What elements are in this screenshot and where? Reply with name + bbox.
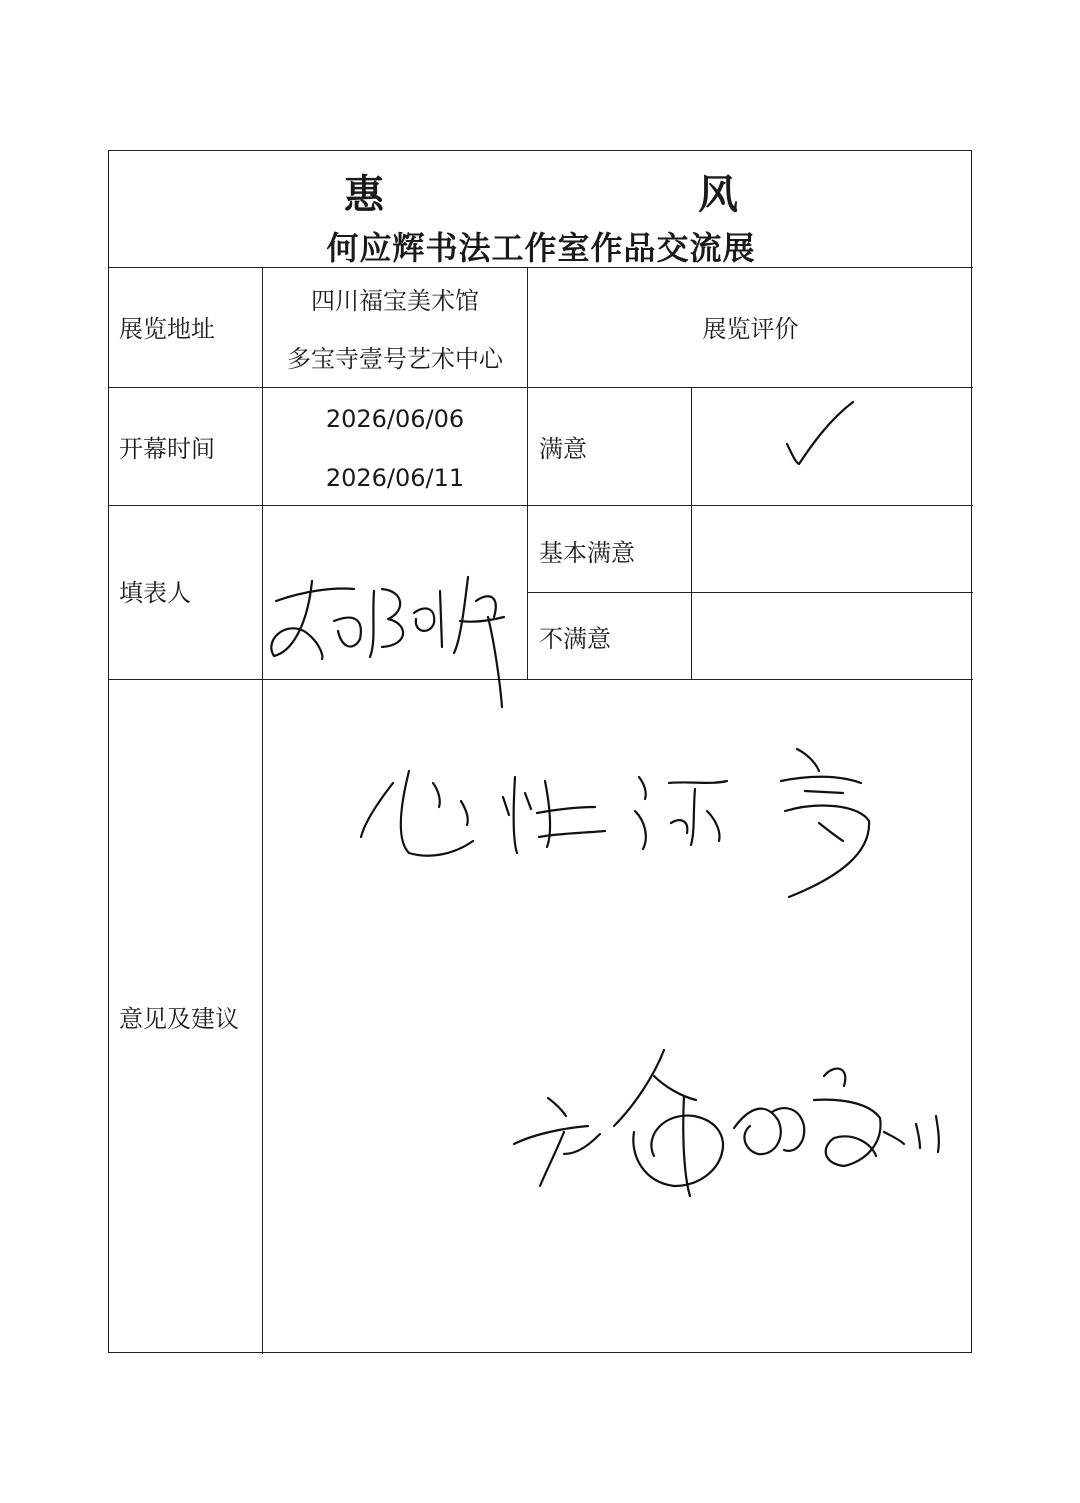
comment-signature-image	[504, 1036, 974, 1216]
rule-rating-column	[691, 387, 692, 679]
form-title: 惠 风	[344, 172, 888, 218]
rating-option-not-satisfied: 不满意	[539, 625, 611, 653]
opening-date-start: 2026/06/06	[325, 405, 465, 433]
address-label: 展览地址	[119, 315, 215, 343]
rule-under-title	[109, 267, 973, 268]
feedback-form-table	[108, 150, 972, 1353]
rule-under-filler	[109, 679, 973, 680]
rule-under-basic-satisfied	[527, 592, 973, 593]
filler-signature-image	[264, 561, 534, 721]
address-line-1: 四川福宝美术馆	[311, 287, 479, 315]
rating-option-satisfied: 满意	[539, 435, 587, 463]
rule-under-opening	[109, 505, 973, 506]
filler-label: 填表人	[119, 579, 191, 607]
comments-label: 意见及建议	[119, 1005, 239, 1033]
address-line-2: 多宝寺壹号艺术中心	[287, 345, 503, 373]
rule-under-address	[109, 387, 973, 388]
checkmark-icon	[781, 396, 861, 476]
form-subtitle: 何应辉书法工作室作品交流展	[326, 229, 756, 267]
evaluation-header: 展览评价	[702, 315, 799, 343]
opening-time-label: 开幕时间	[119, 435, 215, 463]
comment-handwriting-image	[349, 741, 919, 911]
opening-date-end: 2026/06/11	[325, 464, 465, 492]
rating-option-basic-satisfied: 基本满意	[539, 539, 635, 567]
